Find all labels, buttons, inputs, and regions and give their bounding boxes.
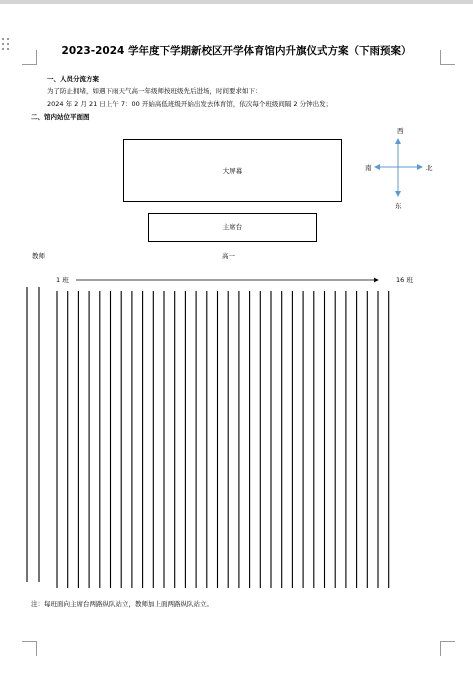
compass-north: 北 bbox=[426, 164, 433, 172]
compass-west: 西 bbox=[397, 127, 404, 135]
stage-label: 主席台 bbox=[222, 223, 243, 231]
screen-label: 大屏幕 bbox=[222, 167, 243, 175]
section1-heading: 一、人员分流方案 bbox=[47, 75, 99, 83]
section1-line2: 2024 年 2 月 21 日上午 7：00 开始高低班级开始出发去体育馆，依次每个班级间隔 2 分钟出发； bbox=[47, 100, 333, 108]
compass-arrows-icon bbox=[375, 139, 422, 196]
grade-label: 高一 bbox=[222, 252, 235, 260]
section1-line1: 为了防止拥堵，如遇下雨天气高一年级师按班级先后进场，时间要求如下： bbox=[47, 87, 262, 95]
footnote: 注：每班面向主席台两路纵队站立，教师加上面两路纵队站立。 bbox=[31, 600, 213, 608]
section2-heading: 二、馆内站位平面图 bbox=[31, 113, 90, 121]
teachers-label: 教师 bbox=[32, 252, 45, 260]
queue-lines bbox=[27, 287, 389, 588]
last-class-label: 16 班 bbox=[396, 276, 413, 284]
compass-east: 东 bbox=[395, 202, 402, 210]
first-class-label: 1 班 bbox=[56, 276, 69, 284]
compass-south: 南 bbox=[365, 164, 372, 172]
page-title: 2023-2024 学年度下学期新校区开学体育馆内升旗仪式方案（下雨预案） bbox=[61, 45, 412, 57]
